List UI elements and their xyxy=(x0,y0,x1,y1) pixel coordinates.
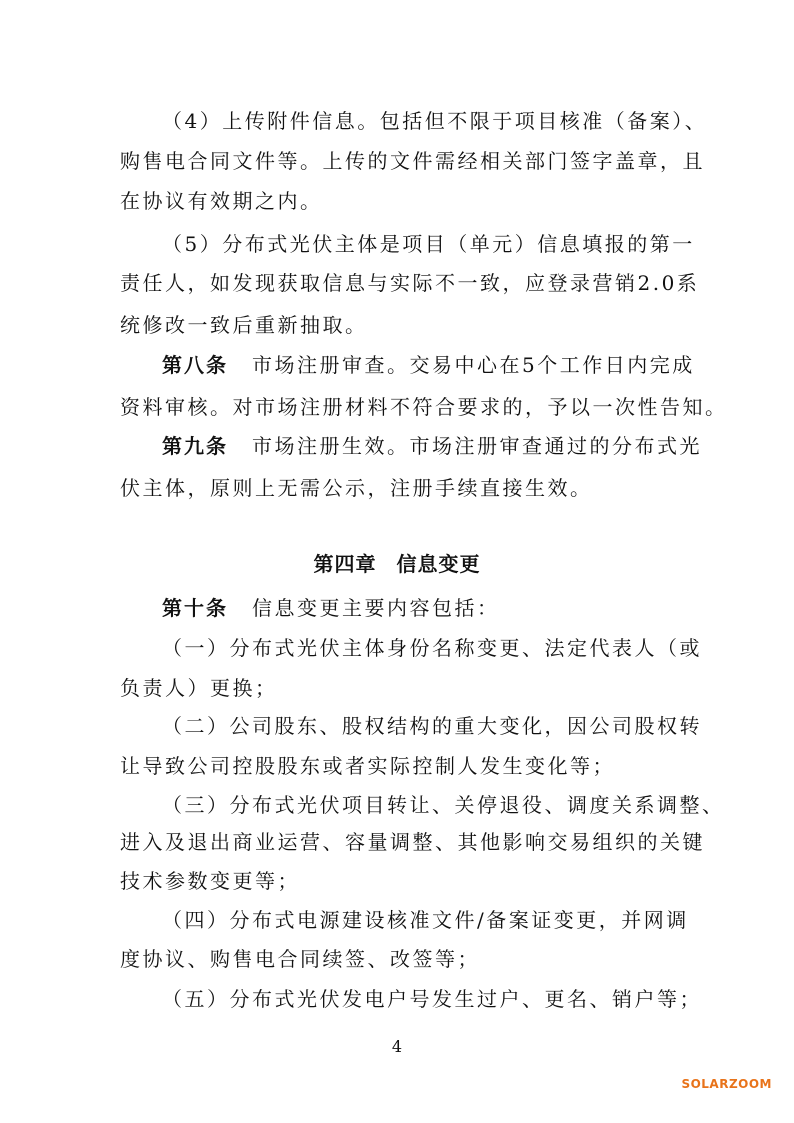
paragraph-4-line-2: 购售电合同文件等。上传的文件需经相关部门签字盖章，且 xyxy=(120,149,705,173)
item-3-line-2: 进入及退出商业运营、容量调整、其他影响交易组织的关键 xyxy=(120,830,705,854)
paragraph-4-line-1: （4）上传附件信息。包括但不限于项目核准（备案）、 xyxy=(162,109,708,133)
paragraph-5-line-2: 责任人，如发现获取信息与实际不一致，应登录营销2.0系 xyxy=(120,271,700,295)
article-10-label: 第十条 xyxy=(162,596,228,620)
chapter-heading xyxy=(0,549,794,579)
item-1-line-2: 负责人）更换； xyxy=(120,676,278,700)
article-10-text: 信息变更主要内容包括： xyxy=(252,596,500,620)
item-2-line-1: （二）公司股东、股权结构的重大变化，因公司股权转 xyxy=(162,714,702,738)
chapter-title: 信息变更 xyxy=(396,552,481,576)
item-3-line-3: 技术参数变更等； xyxy=(120,869,300,893)
paragraph-4-line-3: 在协议有效期之内。 xyxy=(120,189,323,213)
article-9-line-1 xyxy=(162,431,702,461)
article-10-line-1 xyxy=(162,593,676,623)
article-9-text: 市场注册生效。市场注册审查通过的分布式光 xyxy=(252,434,702,458)
article-8-line-2: 资料审核。对市场注册材料不符合要求的，予以一次性告知。 xyxy=(120,395,728,419)
paragraph-5-line-3: 统修改一致后重新抽取。 xyxy=(120,313,368,337)
item-4-line-1: （四）分布式电源建设核准文件/备案证变更，并网调 xyxy=(162,908,689,932)
watermark-logo: SOLARZOOM xyxy=(681,1077,772,1091)
item-3-line-1: （三）分布式光伏项目转让、关停退役、调度关系调整、 xyxy=(162,793,725,817)
chapter-number: 第四章 xyxy=(313,552,377,576)
article-9-line-2: 伏主体，原则上无需公示，注册手续直接生效。 xyxy=(120,476,593,500)
article-8-label: 第八条 xyxy=(162,353,228,377)
article-8-text: 市场注册审查。交易中心在5个工作日内完成 xyxy=(252,353,695,377)
article-9-label: 第九条 xyxy=(162,434,228,458)
item-2-line-2: 让导致公司控股股东或者实际控制人发生变化等； xyxy=(120,754,615,778)
article-8-line-1 xyxy=(162,350,695,380)
item-5-line-1: （五）分布式光伏发电户号发生过户、更名、销户等； xyxy=(162,987,702,1011)
paragraph-5-line-1: （5）分布式光伏主体是项目（单元）信息填报的第一 xyxy=(162,232,695,256)
item-1-line-1: （一）分布式光伏主体身份名称变更、法定代表人（或 xyxy=(162,636,702,660)
item-4-line-2: 度协议、购售电合同续签、改签等； xyxy=(120,947,480,971)
page-number: 4 xyxy=(391,1037,403,1056)
